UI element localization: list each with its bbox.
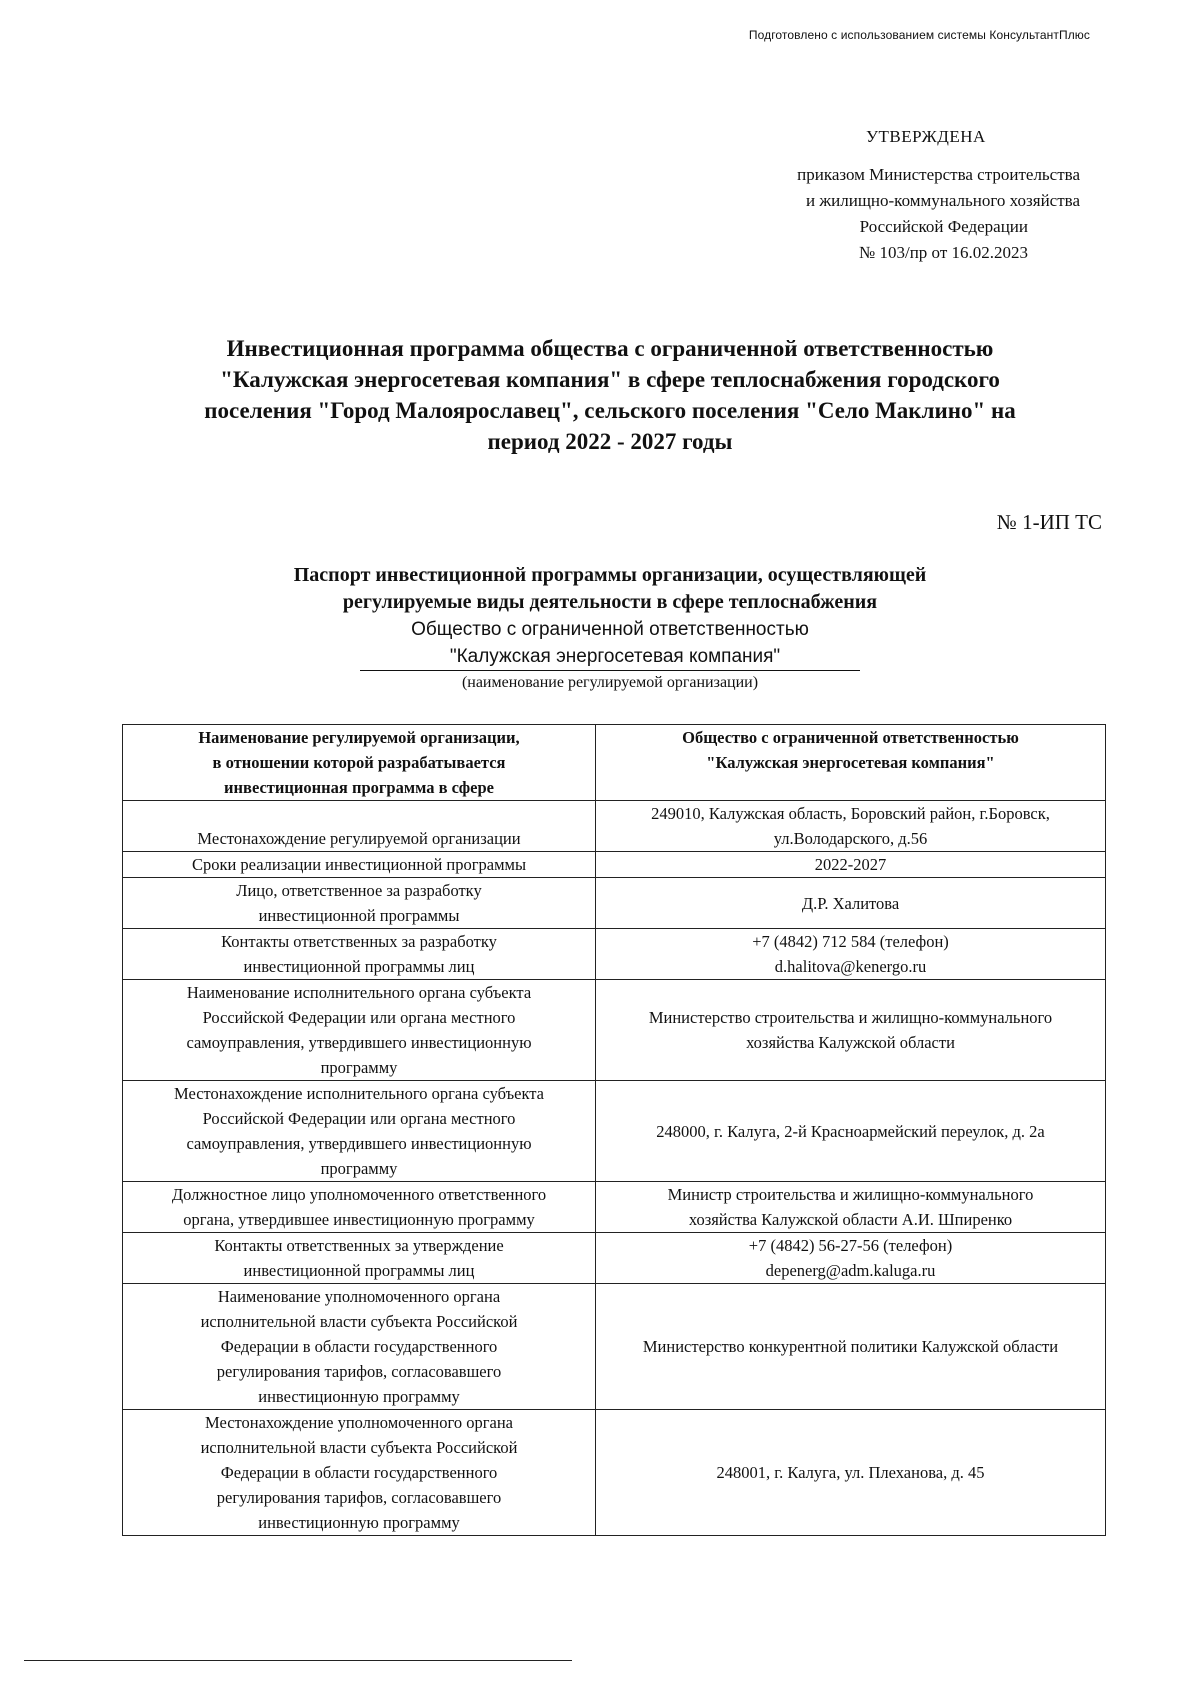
row-value-cell (596, 929, 1106, 980)
row-label-line: Российской Федерации или органа местного (202, 1109, 516, 1128)
footnote-separator (24, 1660, 572, 1661)
row-value-line: хозяйства Калужской области (746, 1033, 955, 1052)
row-label-line: Должностное лицо уполномоченного ответственного (171, 1185, 547, 1204)
row-label-line: программу (320, 1159, 398, 1178)
row-label-line: Российской Федерации или органа местного (202, 1008, 516, 1027)
row-value-line: +7 (4842) 56-27-56 (телефон) (748, 1236, 953, 1255)
approval-block (720, 124, 1080, 266)
title-line: период 2022 - 2027 годы (487, 429, 733, 454)
row-label-cell (123, 878, 596, 929)
title-line: поселения "Город Малоярославец", сельского поселения "Село Маклино" на (204, 398, 1016, 423)
row-label-line: Наименование исполнительного органа субъекта (186, 983, 532, 1002)
row-label-line: Наименование регулируемой организации, (198, 728, 520, 747)
table-row (123, 1081, 1106, 1182)
passport-table (122, 724, 1106, 1536)
title-line: "Калужская энергосетевая компания" в сфере теплоснабжения городского (220, 367, 1000, 392)
row-label-line: регулирования тарифов, согласовавшего (216, 1362, 502, 1381)
table-row (123, 852, 1106, 878)
row-label-line: инвестиционную программу (258, 1387, 460, 1406)
row-value-cell (596, 725, 1106, 801)
approval-stamp: УТВЕРЖДЕНА (866, 127, 986, 146)
row-value-cell (596, 1081, 1106, 1182)
title-line: Инвестиционная программа общества с ограниченной ответственностью (226, 336, 994, 361)
row-value-cell (596, 801, 1106, 852)
row-value-cell (596, 878, 1106, 929)
row-label-line: Местонахождение уполномоченного органа (205, 1413, 513, 1432)
row-label-line: органа, утвердившее инвестиционную программу (183, 1210, 535, 1229)
document-title (130, 333, 1090, 457)
row-label-line: инвестиционную программу (258, 1513, 460, 1532)
row-label-line: Местонахождение регулируемой организации (197, 829, 521, 848)
row-label-line: Местонахождение исполнительного органа субъекта (174, 1084, 544, 1103)
approval-line: № 103/пр от 16.02.2023 (859, 243, 1028, 262)
header-note: Подготовлено с использованием системы КонсультантПлюс (748, 28, 1090, 42)
row-label-cell (123, 1233, 596, 1284)
approval-line: приказом Министерства строительства (797, 165, 1080, 184)
row-value-cell (596, 980, 1106, 1081)
passport-heading (160, 562, 1060, 694)
row-value-cell (596, 1233, 1106, 1284)
row-label-line: Контакты ответственных за разработку (221, 932, 497, 951)
row-label-line: самоуправления, утвердившего инвестиционную (186, 1134, 532, 1153)
row-label-cell (123, 929, 596, 980)
row-value-line: хозяйства Калужской области А.И. Шпиренко (688, 1210, 1013, 1229)
row-label-line: Федерации в области государственного (220, 1463, 498, 1482)
row-label-line: регулирования тарифов, согласовавшего (216, 1488, 502, 1507)
row-value-line: Общество с ограниченной ответственностью (682, 728, 1019, 747)
row-label-line: самоуправления, утвердившего инвестиционную (186, 1033, 532, 1052)
row-label-line: Наименование уполномоченного органа (217, 1287, 501, 1306)
row-value-cell (596, 852, 1106, 878)
table-row (123, 1410, 1106, 1536)
row-label-line: Федерации в области государственного (220, 1337, 498, 1356)
row-label-cell (123, 852, 596, 878)
row-value-line: 248001, г. Калуга, ул. Плеханова, д. 45 (716, 1463, 985, 1482)
approval-line: и жилищно-коммунального хозяйства (806, 191, 1080, 210)
program-number: № 1-ИП ТС (996, 510, 1102, 534)
row-label-line: Контакты ответственных за утверждение (214, 1236, 504, 1255)
row-label-cell (123, 801, 596, 852)
row-value-cell (596, 1284, 1106, 1410)
row-value-line: 248000, г. Калуга, 2-й Красноармейский переулок, д. 2а (656, 1121, 1045, 1141)
row-label-cell (123, 725, 596, 801)
row-value-line: depenerg@adm.kaluga.ru (765, 1261, 936, 1280)
row-label-line: инвестиционной программы (258, 906, 460, 925)
row-label-line: программу (320, 1058, 398, 1077)
row-label-cell (123, 1081, 596, 1182)
row-label-line: Лицо, ответственное за разработку (236, 881, 482, 900)
table-row (123, 878, 1106, 929)
table-row (123, 980, 1106, 1081)
row-label-line: инвестиционной программы лиц (243, 1261, 475, 1280)
table-row (123, 1284, 1106, 1410)
row-label-cell (123, 980, 596, 1081)
row-value-line: 2022-2027 (814, 855, 887, 874)
row-label-line: исполнительной власти субъекта Российской (200, 1312, 518, 1331)
table-row (123, 725, 1106, 801)
organization-caption: (наименование регулируемой организации) (461, 674, 759, 691)
row-label-line: в отношении которой разрабатывается (212, 753, 506, 772)
row-value-line: Министерство строительства и жилищно-коммунального (648, 1008, 1053, 1027)
table-row (123, 1182, 1106, 1233)
row-value-line: +7 (4842) 712 584 (телефон) (752, 932, 949, 951)
row-label-line: инвестиционной программы лиц (243, 957, 475, 976)
row-value-line: ул.Володарского, д.56 (773, 829, 928, 848)
row-value-line: Министр строительства и жилищно-коммунального (667, 1185, 1034, 1204)
table-row (123, 1233, 1106, 1284)
row-value-cell (596, 1182, 1106, 1233)
row-value-cell (596, 1410, 1106, 1536)
organization-name-line: Общество с ограниченной ответственностью (411, 619, 809, 640)
row-value-line: Министерство конкурентной политики Калужской области (642, 1337, 1059, 1356)
row-value-line: "Калужская энергосетевая компания" (706, 753, 995, 772)
row-label-line: инвестиционная программа в сфере (224, 778, 494, 797)
row-label-cell (123, 1182, 596, 1233)
passport-title-line: регулируемые виды деятельности в сфере теплоснабжения (342, 591, 878, 613)
passport-title-line: Паспорт инвестиционной программы организации, осуществляющей (293, 564, 927, 586)
row-value-line: 249010, Калужская область, Боровский район, г.Боровск, (651, 804, 1050, 823)
approval-line: Российской Федерации (859, 217, 1028, 236)
organization-name-line: "Калужская энергосетевая компания" (360, 643, 860, 671)
table-row (123, 929, 1106, 980)
row-value-line: Д.Р. Халитова (801, 893, 900, 913)
table-row (123, 801, 1106, 852)
row-value-line: d.halitova@kenergo.ru (774, 957, 927, 976)
row-label-cell (123, 1410, 596, 1536)
row-label-line: Сроки реализации инвестиционной программы (191, 855, 527, 874)
row-label-cell (123, 1284, 596, 1410)
row-label-line: исполнительной власти субъекта Российской (200, 1438, 518, 1457)
